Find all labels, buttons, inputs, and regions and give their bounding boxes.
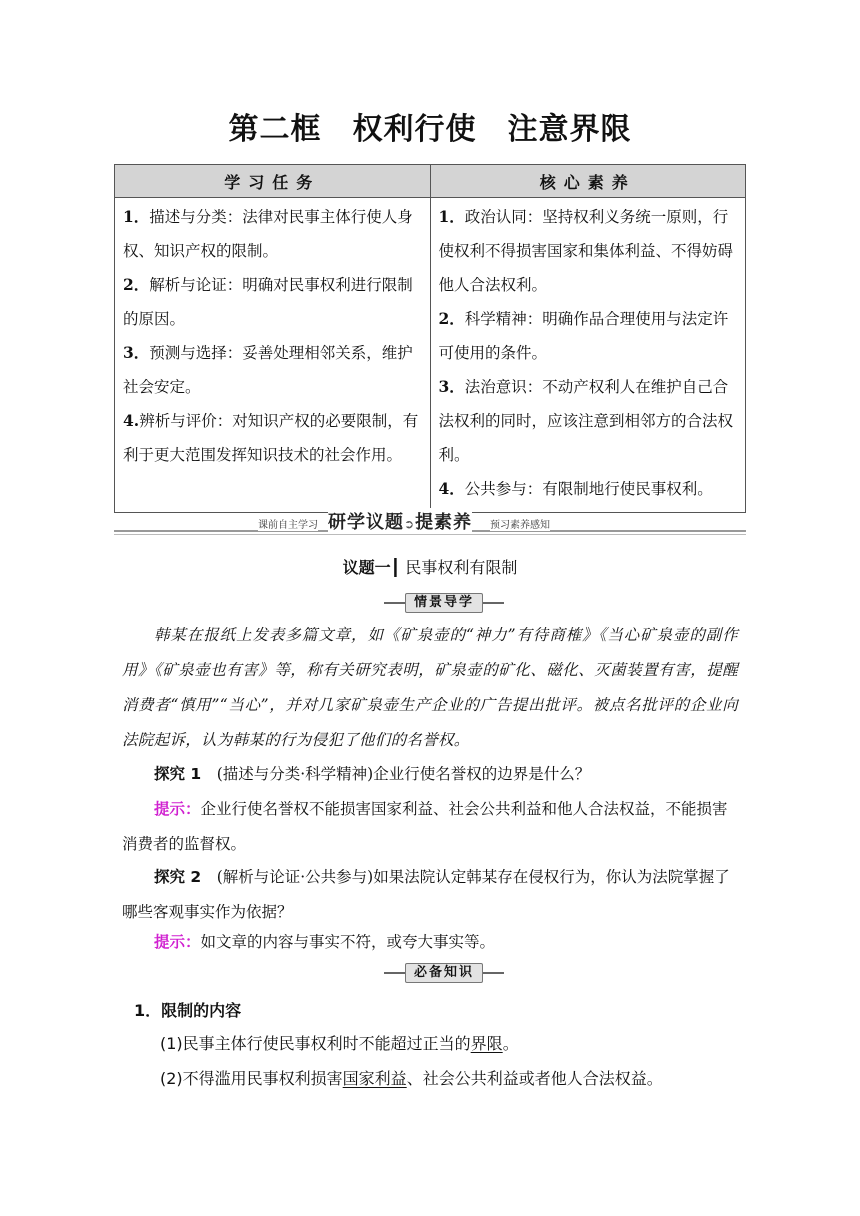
literacy-cell [430,198,746,513]
banner-right-label: 预习素养感知 [490,516,550,531]
literacy-item: 3．法治意识：不动产权利人在维护自己合法权利的同时，应该注意到相邻方的合法权利。 [438,377,734,464]
section-heading: 1．限制的内容 [134,1001,242,1020]
scenario-text: 韩某在报纸上发表多篇文章，如《矿泉壶的“神力”有待商榷》《当心矿泉壶的副作用》《矿泉壶也有害》等，称有关研究表明，矿泉壶的矿化、磁化、灭菌装置有害，提醒消费者“慎用”“当心”，并对几家矿泉壶生产企业的广告提出批评。被点名批评的企业向法院起诉，认为韩某的行为侵犯了他们的名誉权。 [122,626,738,749]
table-header-tasks: 学习任务 [115,165,431,198]
knowledge-item-2: (2)不得滥用民事权利损害国家利益、社会公共利益或者他人合法权益。 [160,1069,663,1088]
arrow-icon: ➲ [404,517,416,531]
table-header-literacy: 核心素养 [430,165,746,198]
knowledge-tag: 必备知识 [384,962,504,984]
hint-2: 提示：如文章的内容与事实不符，或夸大事实等。 [154,933,496,951]
hint-1: 提示：企业行使名誉权不能损害国家利益、社会公共利益和他人合法权益，不能损害消费者的监督权。 [122,800,728,853]
section-banner [114,508,746,538]
task-item: 1．描述与分类：法律对民事主体行使人身权、知识产权的限制。 [123,207,413,260]
learning-goals-table [114,164,746,513]
task-item: 4.辨析与评价：对知识产权的必要限制，有利于更大范围发挥知识技术的社会作用。 [123,411,419,464]
literacy-item: 2．科学精神：明确作品合理使用与法定许可使用的条件。 [438,309,729,362]
inquiry-1: 探究 1 (描述与分类·科学精神)企业行使名誉权的边界是什么？ [154,765,591,783]
task-item: 3．预测与选择：妥善处理相邻关系，维护社会安定。 [123,343,413,396]
literacy-item: 4．公共参与：有限制地行使民事权利。 [438,479,713,498]
literacy-item: 1．政治认同：坚持权利义务统一原则，行使权利不得损害国家和集体利益、不得妨碍他人合法权利。 [438,207,734,294]
knowledge-item-1: (1)民事主体行使民事权利时不能超过正当的界限。 [160,1034,519,1053]
scenario-tag: 情景导学 [384,592,504,614]
tasks-cell [115,198,431,513]
topic-heading: 议题一┃ 民事权利有限制 [342,558,518,577]
page-title: 第二框 权利行使 注意界限 [228,112,632,147]
banner-title: 研学议题➲提素养 [328,508,472,534]
task-item: 2．解析与论证：明确对民事权利进行限制的原因。 [123,275,413,328]
inquiry-2: 探究 2 (解析与论证·公共参与)如果法院认定韩某存在侵权行为，你认为法院掌握了哪些客观事实作为依据？ [122,868,730,921]
banner-left-label: 课前自主学习 [258,516,318,531]
